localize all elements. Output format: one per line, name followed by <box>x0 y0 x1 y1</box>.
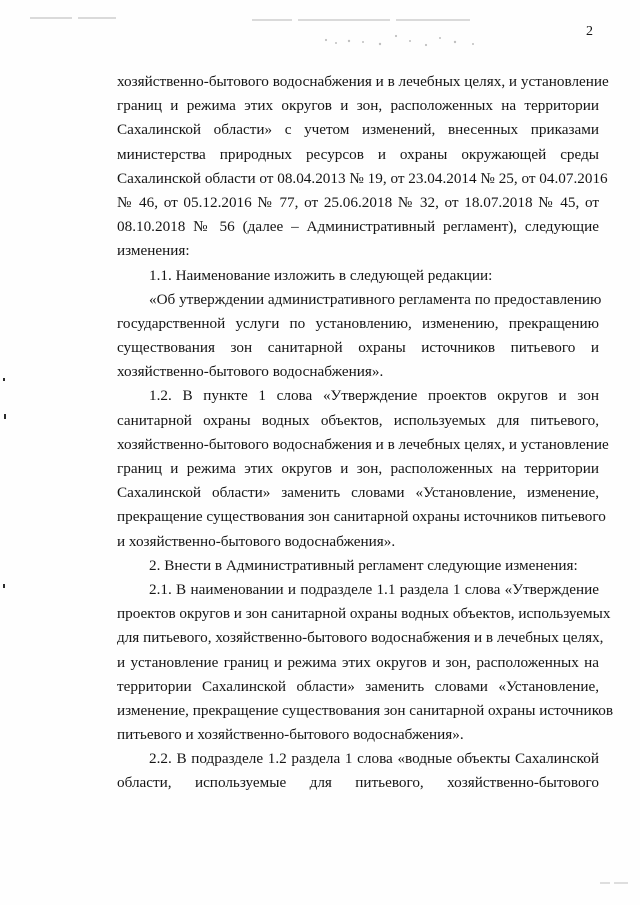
document-line: изменения: <box>117 242 190 260</box>
page-number: 2 <box>586 24 593 39</box>
document-line: области, используемые для питьевого, хозяйственно-бытового <box>117 774 599 792</box>
document-line: и хозяйственно-бытового водоснабжения». <box>117 532 396 550</box>
document-line: «Об утверждении административного регламента по предоставлению <box>149 290 602 308</box>
document-line: изменение, прекращение существования зон санитарной охраны источников <box>117 701 614 719</box>
document-line: территории Сахалинской области» заменить словами «Установление, <box>117 677 599 695</box>
scan-artifacts-top <box>30 12 550 54</box>
document-line: 1.1. Наименование изложить в следующей редакции: <box>149 266 493 284</box>
document-line: и установление границ и режима этих округов и зон, расположенных на <box>117 653 599 671</box>
document-line: питьевого и хозяйственно-бытового водоснабжения». <box>117 726 464 744</box>
document-line: 08.10.2018 № 56 (далее – Административный регламент), следующие <box>117 218 599 236</box>
document-line: 2.2. В подразделе 1.2 раздела 1 слова «водные объекты Сахалинской <box>149 750 599 768</box>
document-line: границ и режима этих округов и зон, расположенных на территории <box>117 97 599 115</box>
document-line: государственной услуги по установлению, изменению, прекращению <box>117 314 599 332</box>
document-line: существования зон санитарной охраны источников питьевого и <box>117 339 599 357</box>
document-line: № 46, от 05.12.2016 № 77, от 25.06.2018 № 32, от 18.07.2018 № 45, от <box>117 193 599 211</box>
document-line: хозяйственно-бытового водоснабжения и в лечебных целях, и установление <box>117 73 609 90</box>
document-line: 1.2. В пункте 1 слова «Утверждение проектов округов и зон <box>149 387 599 405</box>
document-line: хозяйственно-бытового водоснабжения». <box>117 363 384 381</box>
document-line: Сахалинской области от 08.04.2013 № 19, от 23.04.2014 № 25, от 04.07.2016 <box>117 169 608 187</box>
document-line: 2. Внести в Административный регламент следующие изменения: <box>149 556 578 574</box>
document-line: проектов округов и зон санитарной охраны водных объектов, используемых <box>117 605 611 623</box>
scan-artifacts-left <box>0 370 16 600</box>
document-line: 2.1. В наименовании и подразделе 1.1 раздела 1 слова «Утверждение <box>149 580 599 598</box>
document-body <box>117 70 614 796</box>
scan-artifacts-bottom <box>600 879 630 887</box>
document-line: хозяйственно-бытового водоснабжения и в лечебных целях, и установление <box>117 435 609 453</box>
document-line: Сахалинской области» с учетом изменений, внесенных приказами <box>117 121 599 139</box>
document-line: Сахалинской области» заменить словами «Установление, изменение, <box>117 484 599 502</box>
document-line: для питьевого, хозяйственно-бытового водоснабжения и в лечебных целях, <box>117 629 604 647</box>
document-line: санитарной охраны водных объектов, используемых для питьевого, <box>117 411 599 429</box>
document-line: министерства природных ресурсов и охраны окружающей среды <box>117 145 599 163</box>
document-line: прекращение существования зон санитарной охраны источников питьевого <box>117 508 606 526</box>
document-line: границ и режима этих округов и зон, расположенных на территории <box>117 460 599 477</box>
